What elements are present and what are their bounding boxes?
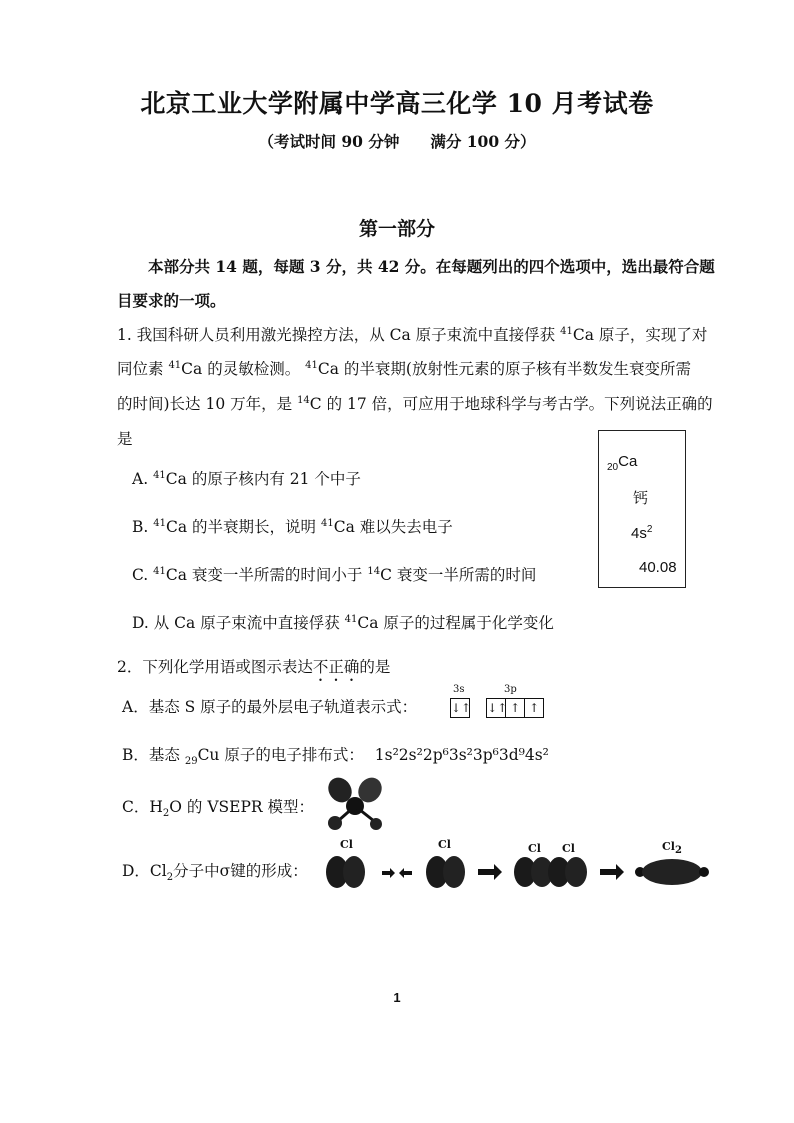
cl2-label: $Cl_2$ [662,840,682,857]
q2-option-d[interactable]: D．$Cl_2$分子中σ键的形成： [122,862,308,884]
q2-option-a[interactable]: A．基态 S 原子的最外层电子轨道表示式： [122,698,418,716]
cl-label-1: Cl [340,838,353,851]
section-title: 第一部分 [358,218,435,240]
q1-stem-line4: 是 [117,430,133,448]
q1-option-a[interactable]: A. $^{41}$Ca 的原子核内有 21 个中子 [132,469,361,488]
element-card-calcium [598,430,686,588]
element-symbol: $_{20}$Ca [607,453,638,473]
cl-label-2: Cl [438,838,451,851]
orbital-box-3p-1: ↓↑ [486,698,506,718]
exam-subtitle: （考试时间 90 分钟 满分 100 分） [258,132,536,151]
orbital-box-3s: ↓↑ [450,698,470,718]
sigma-bond-diagram [320,835,720,895]
orbital-box-3p-2: ↑ [506,698,525,718]
cl-label-4: Cl [562,842,575,855]
cl-label-3: Cl [528,842,541,855]
element-config: $4s^2$ [631,524,653,542]
orbital-label-3s: 3s [453,684,465,695]
section-intro-line1: 本部分共 14 题，每题 3 分，共 42 分。在每题列出的四个选项中，选出最符合题 [148,257,715,276]
element-mass: 40.08 [639,559,677,576]
cu-electron-config: 1s²2s²2p⁶3s²3p⁶3d⁹4s² [374,746,549,764]
q2-option-b[interactable]: B．基态 $_{29}$Cu 原子的电子排布式： 1s²2s²2p⁶3s²3p⁶3d⁹4s² [122,746,549,768]
q1-option-c[interactable]: C. $^{41}$Ca 衰变一半所需的时间小于 $^{14}$C 衰变一半所需的时间 [132,565,537,584]
element-name: 钙 [633,490,649,507]
section-intro-line2: 目要求的一项。 [117,291,226,310]
sigma-bond-shapes [320,835,720,895]
q1-stem-line2: 同位素 $^{41}$Ca 的灵敏检测。 $^{41}$Ca 的半衰期(放射性元素的原子核有半数发生衰变所需 [117,359,691,378]
q1-option-b[interactable]: B. $^{41}$Ca 的半衰期长，说明 $^{41}$Ca 难以失去电子 [132,517,453,536]
q1-option-d[interactable]: D. 从 Ca 原子束流中直接俘获 $^{41}$Ca 原子的过程属于化学变化 [132,613,554,632]
q2-stem: 2．下列化学用语或图示表达不正确的是 [117,658,391,676]
orbital-diagram [450,684,544,718]
q1-stem-line1: 1. 我国科研人员利用激光操控方法，从 Ca 原子束流中直接俘获 $^{41}$Ca 原子，实现了对 [117,325,708,344]
q2-option-c[interactable]: C．$H_2O$ 的 VSEPR 模型： [122,798,314,820]
vsepr-model-image [320,775,390,833]
q1-stem-line3: 的时间)长达 10 万年，是 $^{14}$C 的 17 倍，可应用于地球科学与考古学。下列说法正确的 [117,394,713,413]
orbital-box-3p-3: ↑ [525,698,544,718]
orbital-label-3p: 3p [504,684,517,695]
page-number: 1 [393,990,401,1005]
exam-title: 北京工业大学附属中学高三化学 10 月考试卷 [140,89,654,118]
